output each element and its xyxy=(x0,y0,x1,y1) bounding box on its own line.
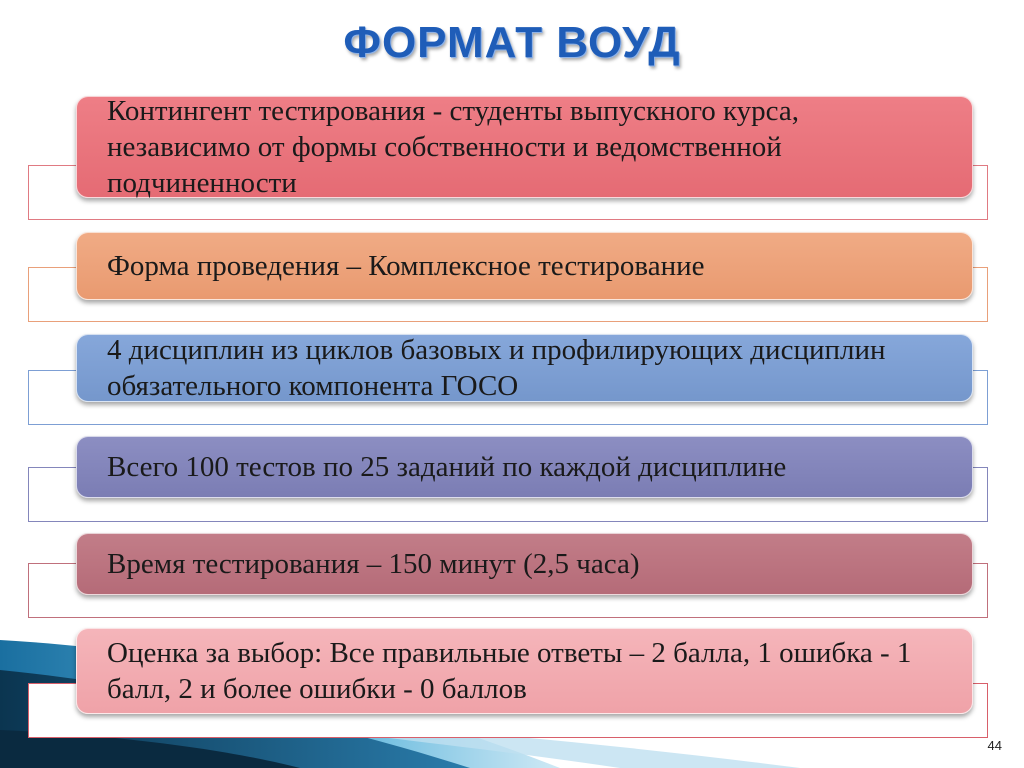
list-item-text: Оценка за выбор: Все правильные ответы – 2 балла, 1 ошибка - 1 балл, 2 и более ошибки - 0 баллов xyxy=(107,637,912,705)
list-item-disciplines xyxy=(76,334,973,402)
list-item-text: Время тестирования – 150 минут (2,5 часа) xyxy=(107,548,640,580)
list-item-text: 4 дисциплин из циклов базовых и профилирующих дисциплин обязательного компонента ГОСО xyxy=(107,334,886,402)
page-number: 44 xyxy=(987,738,1002,753)
list-item-contingent xyxy=(76,96,973,198)
list-item-text: Контингент тестирования - студенты выпускного курса, независимо от формы собственности и ведомственной подчиненности xyxy=(107,95,800,199)
slide-title: ФОРМАТ ВОУД xyxy=(343,18,681,67)
list-item-text: Форма проведения – Комплексное тестирование xyxy=(107,250,705,282)
list-item-text: Всего 100 тестов по 25 заданий по каждой дисциплине xyxy=(107,451,787,483)
list-item-tests xyxy=(76,436,973,498)
list-item-grading xyxy=(76,628,973,714)
list-item-time xyxy=(76,533,973,595)
list-item-form xyxy=(76,232,973,300)
